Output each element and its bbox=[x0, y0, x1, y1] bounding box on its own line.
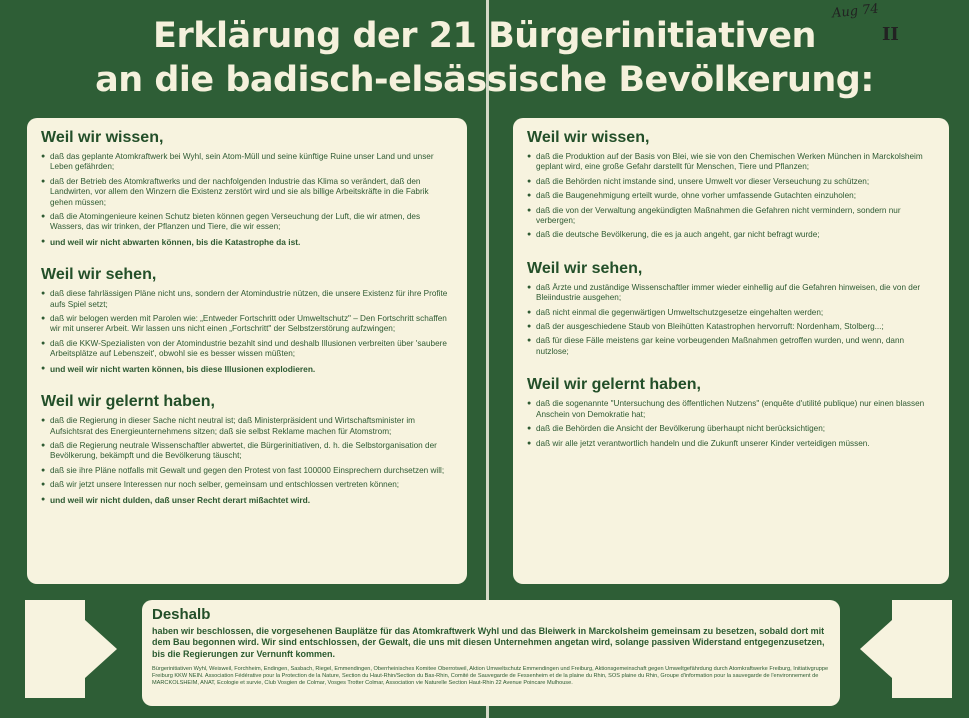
list-item-emphasis: ● und weil wir nicht dulden, daß unser Recht derart mißachtet wird. bbox=[41, 495, 453, 505]
arrow-left-icon bbox=[856, 600, 952, 698]
list-item: ● daß die Behörden die Ansicht der Bevölkerung überhaupt nicht berücksichtigen; bbox=[527, 424, 935, 434]
list-item: ● daß wir alle jetzt verantwortlich handeln und die Zukunft unserer Kinder verteidigen müssen. bbox=[527, 439, 935, 449]
handwritten-mark: II bbox=[882, 24, 899, 45]
right-panel-lead-factory bbox=[513, 118, 949, 584]
list-item: ● daß der ausgeschiedene Staub von Bleihütten Katastrophen hervorruft: Nordenham, Stolberg...; bbox=[527, 322, 935, 332]
list-item: ● daß für diese Fälle meistens gar keine vorbeugenden Maßnahmen getroffen wurden, und wenn, dann nutzlose; bbox=[527, 336, 935, 357]
title-line-2: an die badisch-elsässische Bevölkerung: bbox=[95, 60, 874, 100]
list-item: ● daß die deutsche Bevölkerung, die es ja auch angeht, gar nicht befragt wurde; bbox=[527, 230, 935, 240]
conclusion-text: haben wir beschlossen, die vorgesehenen Bauplätze für das Atomkraftwerk Wyhl und das Bleiwerk in Marckolsheim gemeinsam zu besetzen, sobald dort mit dem Bau begonnen wird. Wir sind entschlossen, der Gewalt, die uns mit diesen Unternehmen angetan wird, solange passiven Widerstand entgegenzusetzen, bis die Regierungen zur Vernunft kommen. bbox=[152, 626, 825, 659]
list-item: ● daß sie ihre Pläne notfalls mit Gewalt und gegen den Protest von fast 100000 Einsprechern durchsetzen will; bbox=[41, 466, 453, 476]
bullet-list bbox=[41, 289, 453, 374]
section-heading: Weil wir gelernt haben, bbox=[41, 393, 215, 411]
conclusion-panel bbox=[142, 600, 840, 706]
list-item: ● daß Ärzte und zuständige Wissenschaftler immer wieder einhellig auf die Gefahren hinweisen, die von der Bleiindustrie ausgehen; bbox=[527, 283, 935, 304]
section-heading: Weil wir wissen, bbox=[41, 129, 164, 146]
bullet-list bbox=[527, 283, 935, 357]
section-weil-wir-sehen-left bbox=[41, 265, 453, 374]
list-item: ● daß die KKW-Spezialisten von der Atomindustrie bezahlt sind und deshalb Illusionen verbreiten über 'saubere Arbeitsplätze auf Lebenszeit', obwohl sie es besser wissen müßten; bbox=[41, 339, 453, 360]
arrow-right-icon bbox=[25, 600, 121, 698]
section-heading: Weil wir sehen, bbox=[527, 259, 643, 277]
signatories-text: Bürgerinitiativen Wyhl, Weisweil, Forchheim, Endingen, Sasbach, Riegel, Emmendingen, Oberrheinisches Komitee Oberrotweil, Aktion Umweltschutz Emmendingen und Freiburg, Aktionsgemeinschaft gegen Umweltgefährdung durch Atomkraftwerke Freiburg, Initiativgruppe Freiburg KKW NEIN. Association Fédérative pour la Protection de la Nature, Section du Haut-Rhin/Section du Bas-Rhin, Comité de Sauvegarde de Fessenheim et de la plaine du Rhin, SOS plaine du Rhin, Groupe d'information pour la sauvegarde de l'environnement de MARCKOLSHEIM, ANAT, Ecologie et survie, Club Vosgien de Colmar, Vosges Trotter Colmar, Association vie Naturelle Section Haut-Rhin 22 Avenue Poincare Mulhouse. bbox=[152, 666, 829, 687]
handwritten-note: Aug 74 bbox=[831, 1, 880, 22]
list-item: ● daß die Behörden nicht imstande sind, unsere Umwelt vor dieser Verseuchung zu schützen; bbox=[527, 177, 935, 187]
list-item: ● daß die Produktion auf der Basis von Blei, wie sie von den Chemischen Werken München in Marckolsheim geplant wird, eine große Gefahr darstellt für Menschen, Tiere und Pflanzen; bbox=[527, 152, 935, 173]
list-item: ● daß wir jetzt unsere Interessen nur noch selber, gemeinsam und entschlossen vertreten können; bbox=[41, 480, 453, 490]
list-item-emphasis: ● und weil wir nicht warten können, bis diese Illusionen explodieren. bbox=[41, 364, 453, 374]
list-item: ● daß der Betrieb des Atomkraftwerks und der nachfolgenden Industrie das Klima so verändert, daß den Landwirten, vor allem den Winzern die Existenz zerstört wird und sie als billige Arbeitskräfte in die Fabrik gehen müssen; bbox=[41, 177, 453, 208]
list-item: ● daß die Baugenehmigung erteilt wurde, ohne vorher umfassende Gutachten einzuholen; bbox=[527, 191, 935, 201]
section-weil-wir-gelernt-haben-left bbox=[41, 392, 453, 505]
list-item: ● daß die sogenannte "Untersuchung des öffentlichen Nutzens" (enquête d'utilité publique) nur einen blassen Anschein von Demokratie hat; bbox=[527, 399, 935, 420]
title-line-1: Erklärung der 21 Bürgerinitiativen bbox=[153, 16, 816, 56]
list-item: ● daß diese fahrlässigen Pläne nicht uns, sondern der Atomindustrie nützen, die unsere Existenz für ihre Profite aufs Spiel setzt; bbox=[41, 289, 453, 310]
bullet-list bbox=[41, 416, 453, 505]
section-heading: Weil wir gelernt haben, bbox=[527, 376, 701, 394]
section-weil-wir-sehen-right bbox=[527, 259, 935, 357]
list-item: ● daß nicht einmal die gegenwärtigen Umweltschutzgesetze eingehalten werden; bbox=[527, 308, 935, 318]
conclusion-heading: Deshalb bbox=[152, 606, 211, 623]
list-item: ● daß wir belogen werden mit Parolen wie: „Entweder Fortschritt oder Umweltschutz" – Den Fortschritt schaffen wir mit unserer Arbeit. Wir lassen uns nicht einen „Fortschritt" der Selbstzerstörung aufzwingen; bbox=[41, 314, 453, 335]
list-item: ● daß das geplante Atomkraftwerk bei Wyhl, sein Atom-Müll und seine künftige Ruine unser Land und unser Leben gefährden; bbox=[41, 152, 453, 173]
section-heading: Weil wir wissen, bbox=[527, 129, 650, 146]
section-weil-wir-gelernt-haben-right bbox=[527, 375, 935, 449]
list-item: ● daß die Regierung neutrale Wissenschaftler abwertet, die Bürgerinitiativen, d. h. die Selbstorganisation der Bevölkerung, bekämpft und die Bevölkerung täuscht; bbox=[41, 441, 453, 462]
section-heading: Weil wir sehen, bbox=[41, 266, 157, 284]
list-item: ● daß die Atomingenieure keinen Schutz bieten können gegen Verseuchung der Luft, die wir atmen, des Wassers, das wir trinken, der Pflanzen und Tiere, die wir essen; bbox=[41, 212, 453, 233]
left-panel-german-nuclear bbox=[27, 118, 467, 584]
bullet-list bbox=[527, 152, 935, 241]
bullet-list bbox=[527, 399, 935, 449]
list-item: ● daß die Regierung in dieser Sache nicht neutral ist; daß Ministerpräsident und Wirtschaftsminister im Aufsichtsrat des Energieunternehmens sitzen; daß sie selbst Reklame machen für Atomstrom; bbox=[41, 416, 453, 437]
page-title bbox=[0, 14, 969, 102]
section-weil-wir-wissen-left bbox=[41, 128, 453, 247]
list-item-emphasis: ● und weil wir nicht abwarten können, bis die Katastrophe da ist. bbox=[41, 237, 453, 247]
list-item: ● daß die von der Verwaltung angekündigten Maßnahmen die Gefahren nicht vermindern, sondern nur verbergen; bbox=[527, 206, 935, 227]
section-weil-wir-wissen-right bbox=[527, 128, 935, 241]
bullet-list bbox=[41, 152, 453, 247]
